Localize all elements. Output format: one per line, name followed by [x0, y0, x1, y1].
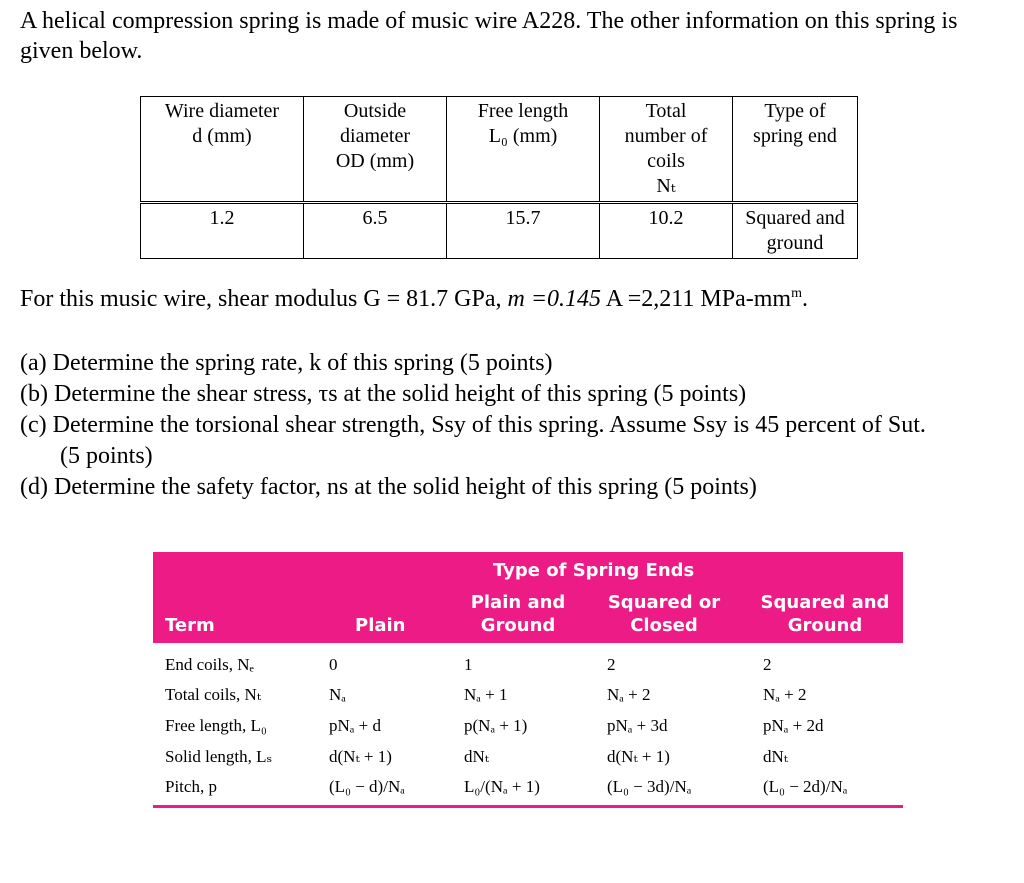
row-end-coils-term: End coils, Nₑ	[165, 655, 254, 674]
material-properties	[20, 286, 808, 313]
col-squared-and-ground: Squared and Ground	[760, 592, 890, 636]
row-free-length-squared-closed: pNₐ + 3d	[607, 716, 668, 735]
constant-a-exponent: m	[791, 286, 802, 301]
col-squared-or-closed: Squared or Closed	[607, 592, 721, 636]
row-pitch-plain: (L₀ − d)/Nₐ	[329, 777, 405, 796]
row-total-coils-squared-ground: Nₐ + 2	[763, 685, 807, 704]
constant-a: A =2,211 MPa-mm	[605, 286, 792, 312]
material-suffix: .	[801, 286, 808, 312]
row-pitch-squared-ground: (L₀ − 2d)/Nₐ	[763, 777, 848, 796]
shear-modulus: G = 81.7 GPa,	[363, 286, 502, 312]
row-total-coils-term: Total coils, Nₜ	[165, 685, 262, 704]
row-solid-length-squared-closed: d(Nₜ + 1)	[607, 747, 670, 766]
header-line: L₀ (mm)	[488, 125, 558, 147]
spec-value-wire-diameter: 1.2	[141, 203, 304, 259]
row-pitch-squared-closed: (L₀ − 3d)/Nₐ	[607, 777, 692, 796]
spec-value-free-length: 15.7	[447, 203, 600, 259]
row-end-coils-plain: 0	[329, 655, 338, 674]
row-end-coils-plain-ground: 1	[464, 655, 473, 674]
row-free-length-plain: pNₐ + d	[329, 716, 382, 735]
row-solid-length-plain-ground: dNₜ	[464, 747, 489, 766]
header-line: number of	[624, 125, 708, 147]
header-line: coils	[647, 150, 685, 172]
question-c-points: (5 points)	[60, 443, 153, 469]
col-term: Term	[165, 615, 215, 636]
spring-ends-reference-table	[153, 552, 903, 883]
question-a: (a) Determine the spring rate, k of this spring (5 points)	[20, 350, 553, 376]
reference-bottom-rule	[153, 805, 903, 808]
row-free-length-squared-ground: pNₐ + 2d	[763, 716, 824, 735]
header-line: Free length	[477, 100, 569, 122]
row-total-coils-squared-closed: Nₐ + 2	[607, 685, 651, 704]
reference-body	[153, 643, 903, 883]
row-solid-length-squared-ground: dNₜ	[763, 747, 788, 766]
row-solid-length-plain: d(Nₜ + 1)	[329, 747, 392, 766]
row-free-length-term: Free length, L₀	[165, 716, 267, 735]
header-line: Type of	[764, 100, 826, 122]
row-solid-length-term: Solid length, Lₛ	[165, 747, 273, 766]
reference-header	[153, 552, 903, 643]
spec-header-row	[141, 97, 858, 203]
header-line: Wire diameter	[164, 100, 280, 122]
row-pitch-plain-ground: L₀/(Nₐ + 1)	[464, 777, 540, 796]
spec-value-outside-diameter: 6.5	[304, 203, 447, 259]
row-end-coils-squared-closed: 2	[607, 655, 616, 674]
question-d: (d) Determine the safety factor, ns at the solid height of this spring (5 points)	[20, 474, 757, 500]
spec-header-wire-diameter	[141, 97, 304, 203]
problem-intro: A helical compression spring is made of music wire A228. The other information on this spring is given below.	[20, 8, 958, 64]
row-free-length-plain-ground: p(Nₐ + 1)	[464, 716, 528, 735]
header-line: spring end	[753, 125, 837, 147]
col-plain-and-ground: Plain and Ground	[470, 592, 566, 636]
spec-header-outside-diameter	[304, 97, 447, 203]
header-line: Outside	[343, 100, 407, 122]
spec-header-spring-end	[733, 97, 858, 203]
col-plain: Plain	[355, 615, 406, 636]
row-pitch-term: Pitch, p	[165, 777, 217, 796]
header-line: d (mm)	[192, 125, 252, 147]
header-line: Total	[645, 100, 687, 122]
exponent-m: m =0.145	[507, 286, 602, 312]
spec-header-free-length	[447, 97, 600, 203]
question-b: (b) Determine the shear stress, τs at the solid height of this spring (5 points)	[20, 381, 747, 407]
group-title: Type of Spring Ends	[493, 560, 695, 581]
spec-value-total-coils: 10.2	[600, 203, 733, 259]
row-total-coils-plain: Nₐ	[329, 685, 346, 704]
spec-value-row	[141, 203, 858, 259]
spec-header-total-coils	[600, 97, 733, 203]
spring-spec-table	[140, 96, 858, 259]
row-end-coils-squared-ground: 2	[763, 655, 772, 674]
spec-value-spring-end: Squared and ground	[733, 203, 858, 259]
header-line: Nₜ	[656, 175, 676, 197]
header-line: OD (mm)	[335, 150, 415, 172]
header-line: diameter	[340, 125, 410, 147]
questions-list	[20, 348, 1020, 503]
row-total-coils-plain-ground: Nₐ + 1	[464, 685, 508, 704]
question-c: (c) Determine the torsional shear strength, Ssy of this spring. Assume Ssy is 45 percent of Sut.	[20, 412, 926, 438]
material-prefix: For this music wire, shear modulus	[20, 286, 358, 312]
